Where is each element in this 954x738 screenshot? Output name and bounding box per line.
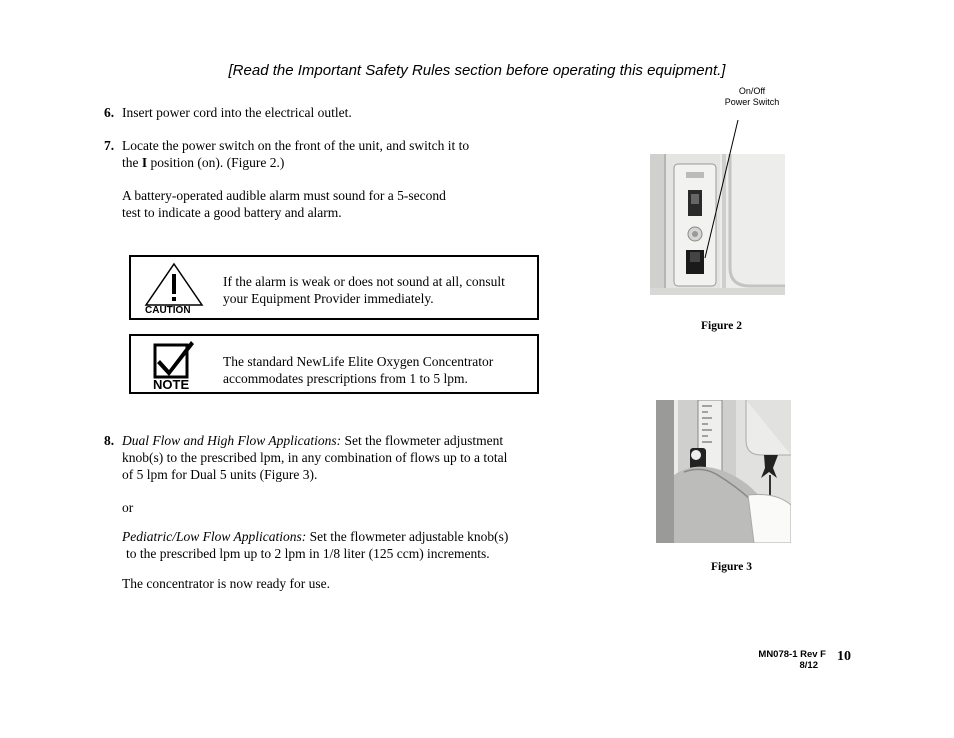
step-6-text: Insert power cord into the electrical outlet. (122, 105, 352, 120)
step-8-or: or (122, 500, 134, 515)
figure-2-caption: Figure 2 (701, 320, 742, 332)
step-8-number: 8. (104, 433, 115, 448)
power-switch-callout: On/Off Power Switch (724, 86, 780, 107)
step-6-number: 6. (104, 105, 115, 120)
figure-3-caption: Figure 3 (711, 561, 752, 573)
caution-box (129, 255, 539, 320)
caution-line1: If the alarm is weak or does not sound at all, consult (223, 274, 505, 289)
step-7-alarm-line2: test to indicate a good battery and alarm. (122, 205, 342, 220)
step-8-pediatric-line2: to the prescribed lpm up to 2 lpm in 1/8 liter (125 ccm) increments. (126, 546, 490, 561)
safety-rules-header: [Read the Important Safety Rules section before operating this equipment.] (228, 62, 726, 79)
step-8-dual-line2: knob(s) to the prescribed lpm, in any combination of flows up to a total (122, 450, 508, 465)
step-8-dual-line3: of 5 lpm for Dual 5 units (Figure 3). (122, 467, 318, 482)
checkmark-icon (153, 339, 197, 379)
note-line2: accommodates prescriptions from 1 to 5 lpm. (223, 371, 468, 386)
page-number: 10 (837, 649, 851, 664)
figure-3-flowmeter-photo (656, 400, 791, 543)
figure-2-power-switch-photo (650, 118, 786, 295)
document-revision-footer: MN078-1 Rev F 8/12 (758, 649, 826, 671)
step-7-line1: Locate the power switch on the front of the unit, and switch it to (122, 138, 470, 153)
caution-line2: your Equipment Provider immediately. (223, 291, 434, 306)
concentrator-ready-text: The concentrator is now ready for use. (122, 576, 331, 591)
step-8-pediatric-line1: Pediatric/Low Flow Applications: Set the flowmeter adjustable knob(s) (122, 529, 509, 544)
note-label: NOTE (153, 377, 190, 392)
note-line1: The standard NewLife Elite Oxygen Concentrator (223, 354, 494, 369)
caution-label: CAUTION (145, 305, 191, 316)
step-7-line2: the I position (on). (Figure 2.) (122, 155, 285, 170)
caution-triangle-icon (143, 262, 205, 307)
step-8-dual-line1: Dual Flow and High Flow Applications: Set the flowmeter adjustment (122, 433, 504, 448)
note-box (129, 334, 539, 394)
step-7-number: 7. (104, 138, 115, 153)
step-7-alarm-line1: A battery-operated audible alarm must sound for a 5-second (122, 188, 446, 203)
